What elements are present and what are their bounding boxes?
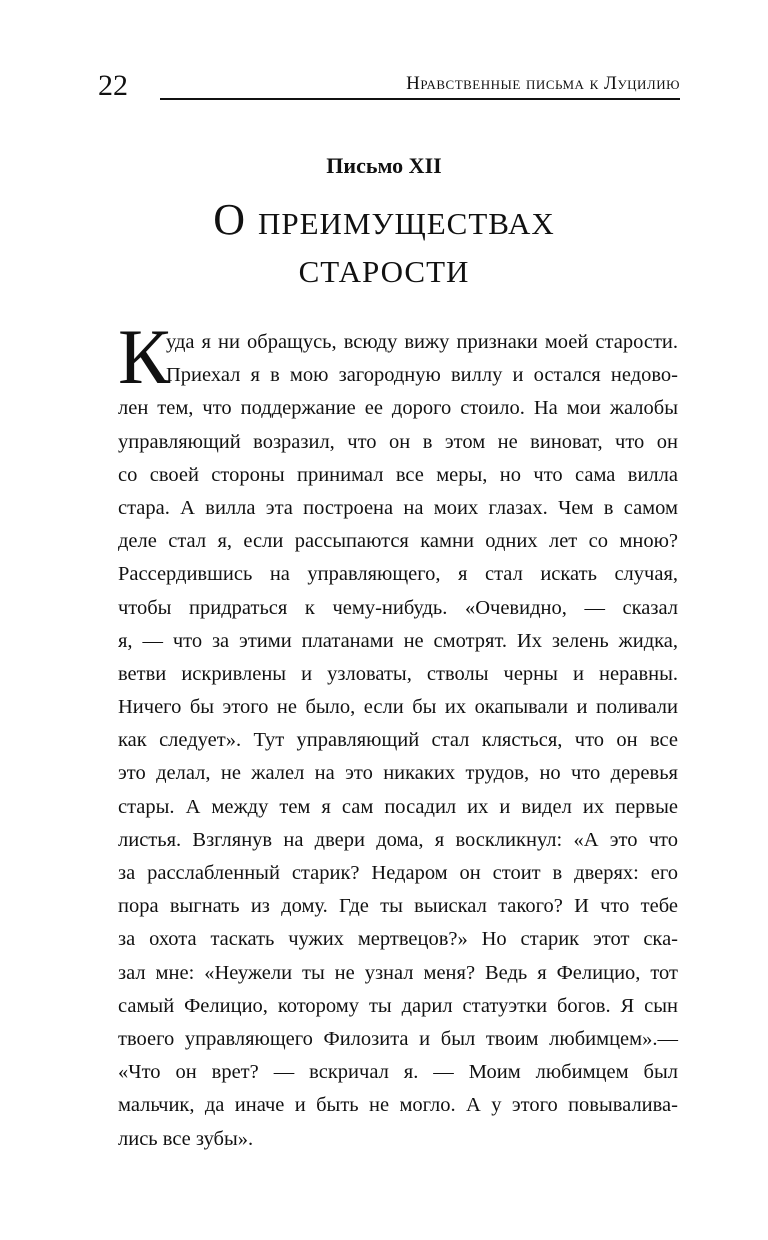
text-line: я, — что за этими платанами не смотрят. Их зелень жидка,: [118, 629, 678, 652]
text-line: «Что он врет? — вскричал я. — Моим любимцем был: [118, 1061, 678, 1084]
header-rule: [160, 98, 680, 100]
chapter-title: [0, 196, 768, 292]
text-line: пора выгнать из дому. Где ты выискал такого? И что тебе: [118, 895, 678, 918]
text-line: это делал, не жалел на это никаких трудов, но что деревья: [118, 762, 678, 785]
text-line: чтобы придраться к чему-нибудь. «Очевидно, — сказал: [118, 596, 678, 619]
running-title: Нравственные письма к Луцилию: [406, 73, 680, 94]
body-text: [118, 313, 678, 1156]
page-number: 22: [98, 69, 128, 102]
text-line: мальчик, да иначе и быть не могло. А у этого повывалива-: [118, 1094, 678, 1117]
text-line: самый Фелицио, которому ты дарил статуэтки богов. Я сын: [118, 994, 678, 1017]
text-line: листья. Взглянув на двери дома, я воскликнул: «А это что: [118, 828, 678, 851]
chapter-title-line-1: О преимуществах: [213, 195, 555, 244]
chapter-title-line-2: старости: [298, 243, 470, 292]
drop-cap: К: [118, 313, 171, 400]
text-line: стара. А вилла эта построена на моих глазах. Чем в самом: [118, 496, 678, 519]
text-line: твоего управляющего Филозита и был твоим любимцем».—: [118, 1027, 678, 1050]
text-line: зал мне: «Неужели ты не узнал меня? Ведь я Фелицио, тот: [118, 961, 678, 984]
text-line: лись все зубы».: [118, 1127, 254, 1150]
text-line: уда я ни обращусь, всюду вижу признаки моей старости.: [166, 331, 678, 353]
letter-label: Письмо XII: [326, 153, 442, 178]
text-line: стары. А между тем я сам посадил их и видел их первые: [118, 795, 678, 818]
text-line: Ничего бы этого не было, если бы их окапывали и поливали: [118, 696, 678, 719]
text-line: ветви искривлены и узловаты, стволы черны и неравны.: [118, 662, 678, 685]
text-line: Рассердившись на управляющего, я стал искать случая,: [118, 563, 678, 586]
text-line: лен тем, что поддержание ее дорого стоило. На мои жалобы: [118, 397, 678, 420]
text-line: за расслабленный старик? Недаром он стоит в дверях: его: [118, 862, 678, 884]
text-line: за охота таскать чужих мертвецов?» Но старик этот ска-: [118, 928, 678, 951]
text-line: со своей стороны принимал все меры, но что сама вилла: [118, 463, 678, 486]
text-line: Приехал я в мою загородную виллу и остался недово-: [166, 364, 678, 387]
text-line: управляющий возразил, что он в этом не виноват, что он: [118, 430, 678, 453]
text-line: деле стал я, если рассыпаются камни одних лет со мною?: [118, 530, 678, 553]
text-line: как следует». Тут управляющий стал клясться, что он все: [118, 729, 678, 752]
